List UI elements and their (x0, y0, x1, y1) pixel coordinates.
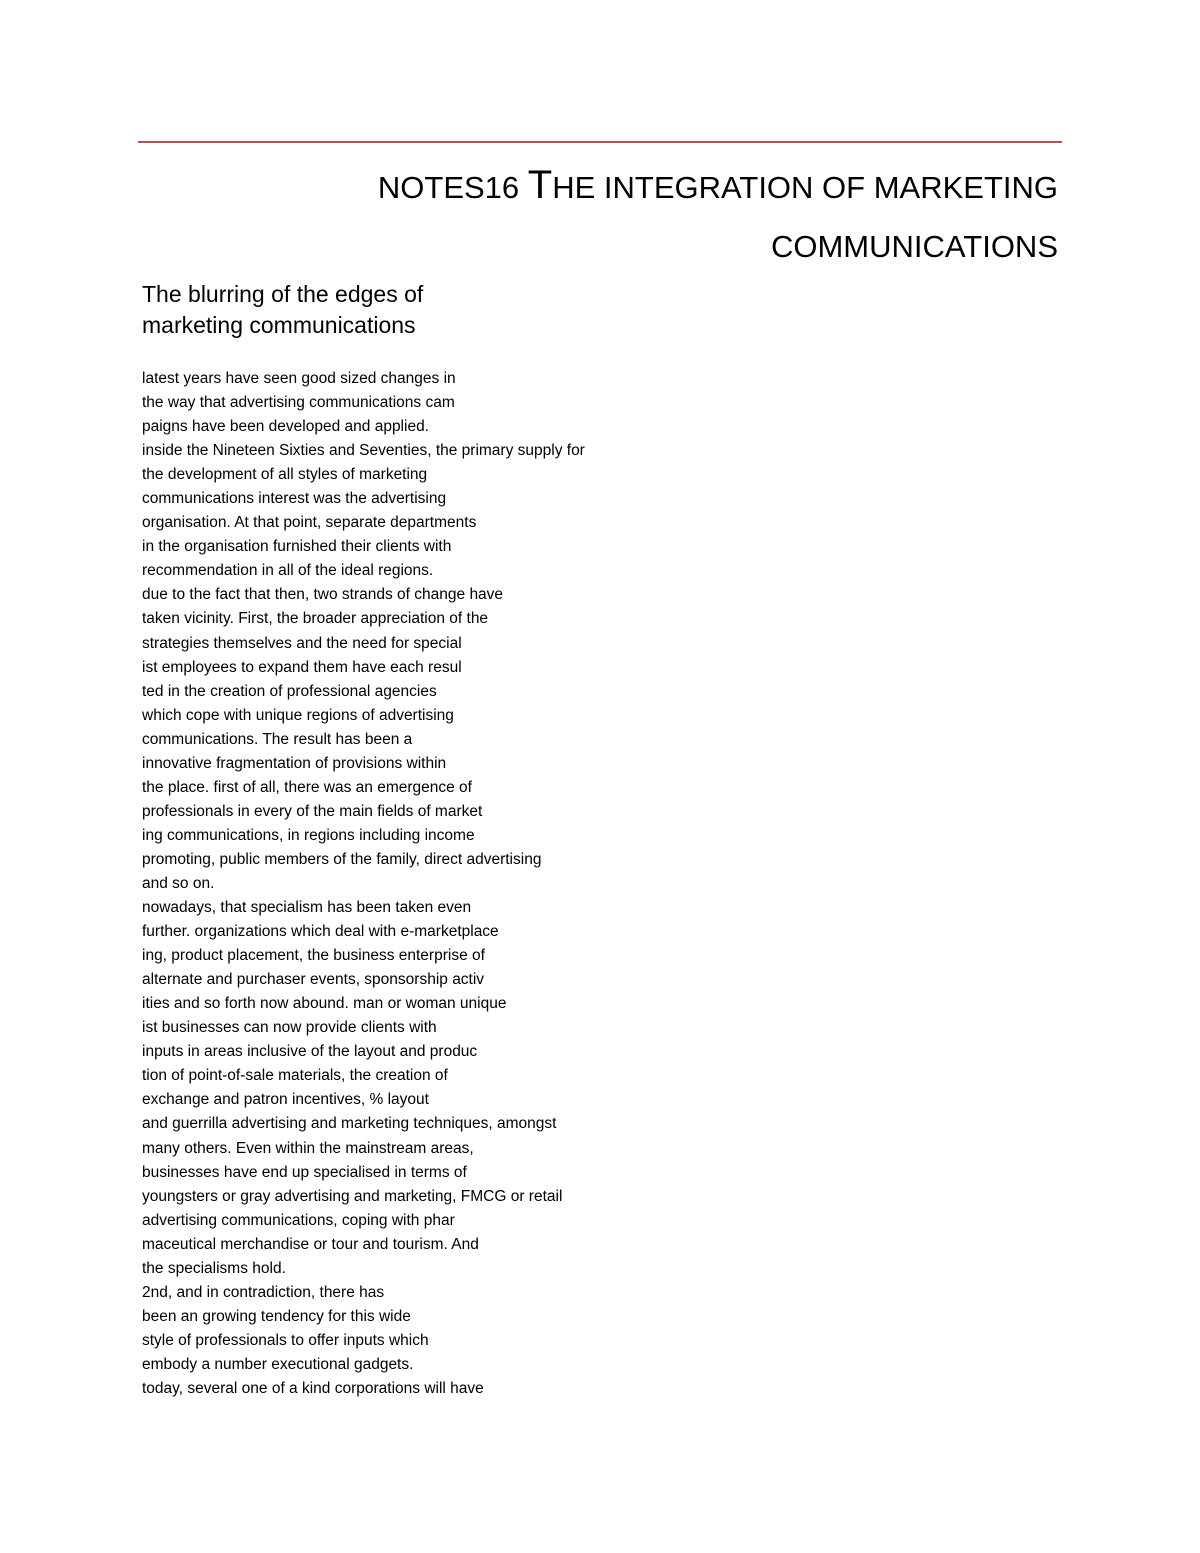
body-line: recommendation in all of the ideal regions. (142, 562, 434, 580)
body-line: ted in the creation of professional agencies (142, 682, 437, 700)
body-line: in the organisation furnished their clients with (142, 538, 452, 556)
body-line: latest years have seen good sized changes in (142, 370, 456, 387)
body-line: ist employees to expand them have each resul (142, 658, 462, 676)
body-line: inputs in areas inclusive of the layout and produc (142, 1043, 478, 1061)
body-line: ist businesses can now provide clients with (142, 1019, 437, 1037)
body-line: organisation. At that point, separate departments (142, 514, 477, 532)
body-line: the specialisms hold. (142, 1259, 286, 1277)
title-prefix: NOTES16 (377, 170, 528, 205)
body-line: the place. first of all, there was an emergence of (142, 778, 472, 796)
body-line: strategies themselves and the need for special (142, 634, 462, 652)
body-line: inside the Nineteen Sixties and Seventies, the primary supply for (142, 442, 585, 460)
body-line: nowadays, that specialism has been taken even (142, 899, 472, 917)
body-line: due to the fact that then, two strands of change have (142, 586, 504, 604)
body-line: professionals in every of the main fields of market (142, 802, 483, 820)
body-line: advertising communications, coping with phar (142, 1211, 455, 1229)
body-line: promoting, public members of the family, direct advertising (142, 850, 542, 868)
section-heading-line-1: The blurring of the edges of (142, 281, 424, 307)
body-line: communications. The result has been a (142, 730, 413, 748)
body-line: ing, product placement, the business enterprise of (142, 947, 485, 965)
title-drop-letter: T (527, 163, 553, 207)
body-line: and guerrilla advertising and marketing techniques, amongst (142, 1115, 557, 1133)
section-heading (142, 279, 642, 341)
body-line: ities and so forth now abound. man or woman unique (142, 995, 507, 1013)
body-line: communications interest was the advertising (142, 490, 447, 508)
body-line: the way that advertising communications cam (142, 394, 455, 412)
body-line: the development of all styles of marketing (142, 466, 428, 484)
body-text (142, 367, 842, 1401)
body-line: tion of point-of-sale materials, the creation of (142, 1067, 448, 1085)
page-title (158, 156, 1058, 276)
title-line-1-rest: HE INTEGRATION OF MARKETING (552, 170, 1058, 205)
body-line: alternate and purchaser events, sponsorship activ (142, 971, 485, 989)
body-line: youngsters or gray advertising and marketing, FMCG or retail (142, 1187, 563, 1205)
body-line: been an growing tendency for this wide (142, 1307, 411, 1325)
body-line: which cope with unique regions of advertising (142, 706, 454, 724)
body-line: paigns have been developed and applied. (142, 418, 429, 436)
body-line: embody a number executional gadgets. (142, 1355, 414, 1373)
body-line: 2nd, and in contradiction, there has (142, 1283, 385, 1301)
body-line: maceutical merchandise or tour and tourism. And (142, 1235, 479, 1253)
header-rule (138, 141, 1062, 143)
body-line: ing communications, in regions including income (142, 826, 475, 844)
body-line: businesses have end up specialised in terms of (142, 1163, 467, 1181)
body-line: today, several one of a kind corporations will have (142, 1379, 484, 1397)
title-line-2: COMMUNICATIONS (770, 229, 1058, 264)
body-line: style of professionals to offer inputs which (142, 1331, 429, 1349)
body-line: and so on. (142, 874, 215, 892)
body-line: innovative fragmentation of provisions within (142, 754, 447, 772)
body-line: further. organizations which deal with e-marketplace (142, 923, 499, 941)
section-heading-line-2: marketing communications (142, 312, 416, 338)
body-line: many others. Even within the mainstream areas, (142, 1139, 474, 1157)
body-line: exchange and patron incentives, % layout (142, 1091, 429, 1109)
title-line-1 (377, 163, 1058, 207)
body-line: taken vicinity. First, the broader appreciation of the (142, 610, 489, 628)
